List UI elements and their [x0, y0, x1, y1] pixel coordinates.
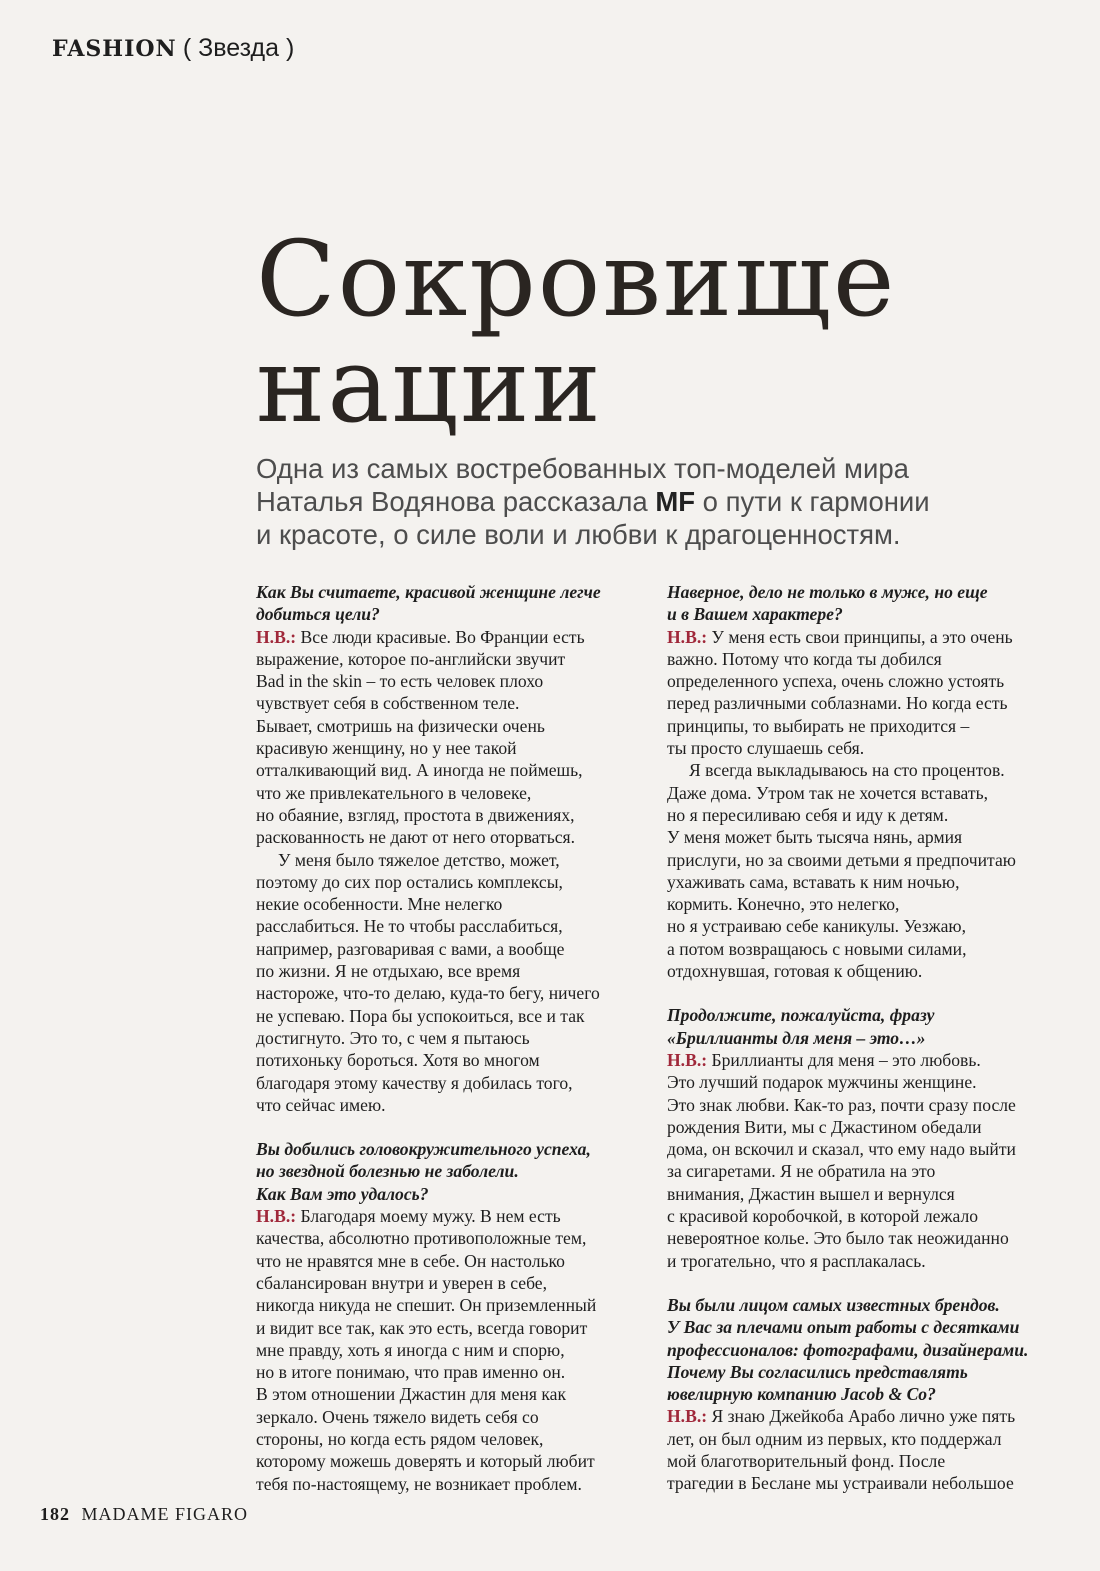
answer-line: тебя по-настоящему, не возникает проблем. — [256, 1473, 582, 1494]
speaker-label: Н.В.: — [667, 1049, 708, 1070]
answer-line: потихоньку бороться. Хотя во многом — [256, 1050, 540, 1071]
qa-block — [256, 1138, 656, 1495]
section-label — [52, 34, 294, 63]
answer-line: важно. Потому что когда ты добился — [667, 648, 942, 669]
answer-line: Бывает, смотришь на физически очень — [256, 715, 545, 736]
answer-line: что не нравятся мне в себе. Он настолько — [256, 1250, 565, 1271]
answer-line — [667, 1405, 1067, 1427]
speaker-label: Н.В.: — [667, 626, 708, 647]
interview-answer — [667, 1405, 1067, 1494]
answer-line: за сигаретами. Я не обратила на это — [667, 1161, 936, 1182]
text-column-left — [256, 581, 656, 1517]
question-line: Наверное, дело не только в муже, но еще — [667, 582, 988, 602]
answer-line: а потом возвращаюсь с новыми силами, — [667, 938, 967, 959]
answer-line: У меня было тяжелое детство, может, — [278, 849, 560, 870]
answer-line: Bad in the skin – то есть человек плохо — [256, 671, 544, 692]
speaker-label: Н.В.: — [667, 1406, 708, 1427]
answer-line: невероятное колье. Это было так неожиданно — [667, 1228, 1009, 1249]
answer-line: но я устраиваю себе каникулы. Уезжаю, — [667, 916, 966, 937]
answer-line: но обаяние, взгляд, простота в движениях, — [256, 804, 575, 825]
question-line: Как Вы считаете, красивой женщине легче — [256, 582, 601, 602]
answer-line — [667, 626, 1067, 648]
answer-line: расслабиться. Не то чтобы расслабиться, — [256, 916, 563, 937]
answer-line: В этом отношении Джастин для меня как — [256, 1384, 567, 1405]
answer-line: качества, абсолютно противоположные тем, — [256, 1228, 587, 1249]
answer-line: мне правду, хоть я иногда с ним и спорю, — [256, 1339, 565, 1360]
answer-line: определенного успеха, очень сложно устоять — [667, 671, 1005, 692]
lead-line: Одна из самых востребованных топ-моделей мира — [256, 453, 909, 484]
page-number: 182 — [40, 1504, 70, 1524]
interview-question — [667, 581, 1067, 626]
answer-line: лет, он был одним из первых, кто поддержал — [667, 1428, 1002, 1449]
answer-line: например, разговаривая с вами, а вообще — [256, 938, 565, 959]
answer-line: выражение, которое по-английски звучит — [256, 648, 566, 669]
lead-text: о пути к гармонии — [695, 486, 930, 517]
answer-line: трагедии в Беслане мы устраивали небольшое — [667, 1473, 1014, 1494]
question-line: Как Вам это удалось? — [256, 1183, 429, 1204]
answer-text: Все люди красивые. Во Франции есть — [296, 626, 585, 647]
answer-line: перед различными соблазнами. Но когда есть — [667, 693, 1008, 714]
answer-line: отталкивающий вид. А иногда не поймешь, — [256, 760, 583, 781]
answer-text: Я знаю Джейкоба Арабо лично уже пять — [707, 1406, 1016, 1427]
interview-answer — [256, 626, 656, 1117]
interview-answer — [667, 626, 1067, 983]
answer-line: отдохнувшая, готовая к общению. — [667, 961, 923, 982]
article-title-line: Сокровище — [256, 218, 897, 340]
answer-line: благодаря этому качеству я добилась того, — [256, 1072, 573, 1093]
text-column-right — [667, 581, 1067, 1517]
answer-line: настороже, что-то делаю, куда-то бегу, ничего — [256, 983, 600, 1004]
answer-line: зеркало. Очень тяжело видеть себя со — [256, 1406, 539, 1427]
question-line: Вы добились головокружительного успеха, — [256, 1139, 591, 1160]
lead-mf-logo: MF — [655, 486, 696, 517]
answer-line: сбалансирован внутри и уверен в себе, — [256, 1272, 548, 1293]
answer-line — [256, 626, 656, 648]
answer-line: принципы, то выбирать не приходится – — [667, 715, 970, 736]
answer-line — [667, 1049, 1067, 1071]
answer-line: ты просто слушаешь себя. — [667, 738, 865, 759]
answer-line: внимания, Джастин вышел и вернулся — [667, 1183, 955, 1204]
question-line: но звездной болезнью не заболели. — [256, 1161, 519, 1182]
question-line: профессионалов: фотографами, дизайнерами. — [667, 1339, 1029, 1360]
answer-line: достигнуто. Это то, с чем я пытаюсь — [256, 1027, 530, 1048]
qa-block — [667, 1294, 1067, 1495]
question-line: Почему Вы согласились представлять — [667, 1361, 968, 1382]
interview-question — [256, 581, 656, 626]
answer-line: раскованность не дают от него оторваться. — [256, 827, 576, 848]
answer-line: но я пересиливаю себя и иду к детям. — [667, 804, 949, 825]
qa-block — [667, 1004, 1067, 1272]
interview-answer — [667, 1049, 1067, 1272]
page-footer — [40, 1504, 248, 1525]
answer-line: что же привлекательного в человеке, — [256, 782, 532, 803]
answer-line: чувствует себя в собственном теле. — [256, 693, 520, 714]
answer-line: мой благотворительный фонд. После — [667, 1450, 946, 1471]
answer-line: и трогательно, что я расплакалась. — [667, 1250, 926, 1271]
interview-answer — [256, 1205, 656, 1495]
question-line: У Вас за плечами опыт работы с десятками — [667, 1317, 1020, 1338]
answer-line: с красивой коробочкой, в которой лежало — [667, 1206, 979, 1227]
answer-line: Даже дома. Утром так не хочется вставать, — [667, 782, 988, 803]
speaker-label: Н.В.: — [256, 1206, 297, 1227]
section-brand: FASHION — [52, 36, 177, 62]
answer-line: рождения Вити, мы с Джастином обедали — [667, 1116, 982, 1137]
question-line: и в Вашем характере? — [667, 604, 843, 625]
answer-line: ухаживать сама, вставать к ним ночью, — [667, 871, 960, 892]
qa-block — [667, 581, 1067, 982]
answer-line: что сейчас имею. — [256, 1094, 386, 1115]
answer-line: некие особенности. Мне нелегко — [256, 894, 503, 915]
qa-block — [256, 581, 656, 1116]
article-title — [256, 218, 897, 446]
answer-text: Благодаря моему мужу. В нем есть — [296, 1206, 561, 1227]
question-line: «Бриллианты для меня – это…» — [667, 1027, 926, 1048]
article-title-line: нации — [256, 324, 603, 446]
answer-line: но в итоге понимаю, что прав именно он. — [256, 1362, 566, 1383]
answer-text: Бриллианты для меня – это любовь. — [707, 1049, 981, 1070]
question-line: Продолжите, пожалуйста, фразу — [667, 1005, 935, 1026]
interview-question — [256, 1138, 656, 1205]
interview-question — [667, 1004, 1067, 1049]
magazine-name: MADAME FIGARO — [81, 1504, 249, 1524]
answer-line — [256, 1205, 656, 1227]
lead-line — [256, 485, 1056, 518]
answer-line: Это знак любви. Как-то раз, почти сразу после — [667, 1094, 1016, 1115]
answer-line: и видит все так, как это есть, всегда говорит — [256, 1317, 588, 1338]
answer-line: стороны, но когда есть рядом человек, — [256, 1428, 544, 1449]
lead-text: Наталья Водянова рассказала — [256, 486, 656, 517]
answer-line: никогда никуда не спешит. Он приземленный — [256, 1295, 597, 1316]
interview-question — [667, 1294, 1067, 1405]
question-line: добиться цели? — [256, 604, 380, 625]
answer-line: Я всегда выкладываюсь на сто процентов. — [689, 760, 1005, 781]
answer-line: поэтому до сих пор остались комплексы, — [256, 871, 563, 892]
answer-line: Это лучший подарок мужчины женщине. — [667, 1072, 977, 1093]
answer-line: не успеваю. Пора бы успокоиться, все и так — [256, 1005, 585, 1026]
answer-text: У меня есть свои принципы, а это очень — [707, 626, 1013, 647]
article-lead — [256, 452, 1056, 551]
answer-line: прислуги, но за своими детьми я предпочитаю — [667, 849, 1016, 870]
answer-line: дома, он вскочил и сказал, что ему надо выйти — [667, 1139, 1016, 1160]
answer-line: У меня может быть тысяча нянь, армия — [667, 827, 963, 848]
speaker-label: Н.В.: — [256, 626, 297, 647]
question-line: Вы были лицом самых известных брендов. — [667, 1294, 1000, 1315]
answer-line: кормить. Конечно, это нелегко, — [667, 894, 900, 915]
lead-line: и красоте, о силе воли и любви к драгоценностям. — [256, 519, 901, 550]
answer-line: красивую женщину, но у нее такой — [256, 738, 517, 759]
section-rubric: ( Звезда ) — [182, 34, 295, 62]
answer-line: по жизни. Я не отдыхаю, все время — [256, 961, 521, 982]
question-line: ювелирную компанию Jacob & Co? — [667, 1384, 936, 1405]
answer-line: которому можешь доверять и который любит — [256, 1451, 595, 1472]
